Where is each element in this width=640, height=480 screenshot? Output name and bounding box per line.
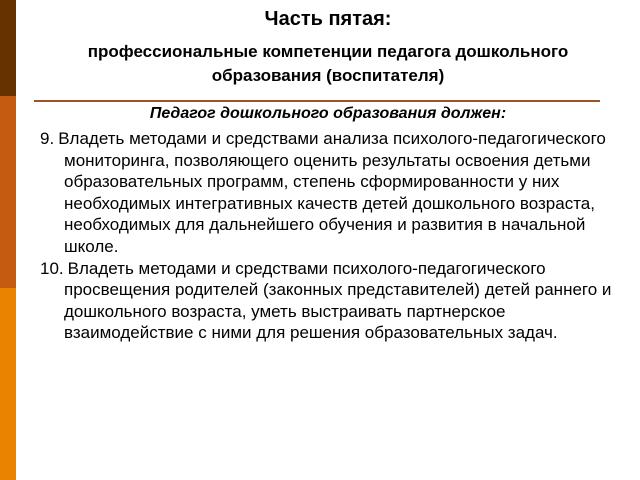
slide-subtitle	[16, 40, 640, 88]
slide-subtitle-line-1: профессиональные компетенции педагога дошкольного	[87, 42, 569, 61]
competency-list	[40, 128, 628, 344]
competency-item-number: 10.	[40, 258, 64, 278]
accent-bar-bottom	[0, 288, 16, 480]
competency-item-number: 9.	[40, 129, 55, 148]
divider-rule	[34, 100, 600, 102]
accent-bar-top	[0, 0, 16, 96]
section-heading: Педагог дошкольного образования должен:	[149, 105, 507, 122]
competency-item-text: Владеть методами и средствами анализа психолого-педагогического мониторинга, позволяющего оценить результаты освоения детьми образовательных программ, степень сформированности у них необходимых интегративных качеств детей дошкольного возраста, необходимых для дальнейшего обучения и развития в начальной школе.	[58, 129, 606, 256]
slide-title: Часть пятая:	[264, 8, 392, 30]
competency-item-text: Владеть методами и средствами психолого-педагогического просвещения родителей (законных представителей) детей раннего и дошкольного возраста, уметь выстраивать партнерское взаимодействие с ними для решения образовательных задач.	[64, 258, 612, 343]
slide-subtitle-line-2: образования (воспитателя)	[211, 66, 445, 85]
competency-item-9	[40, 128, 628, 258]
competency-item-10	[40, 258, 628, 344]
accent-bar-middle	[0, 96, 16, 288]
